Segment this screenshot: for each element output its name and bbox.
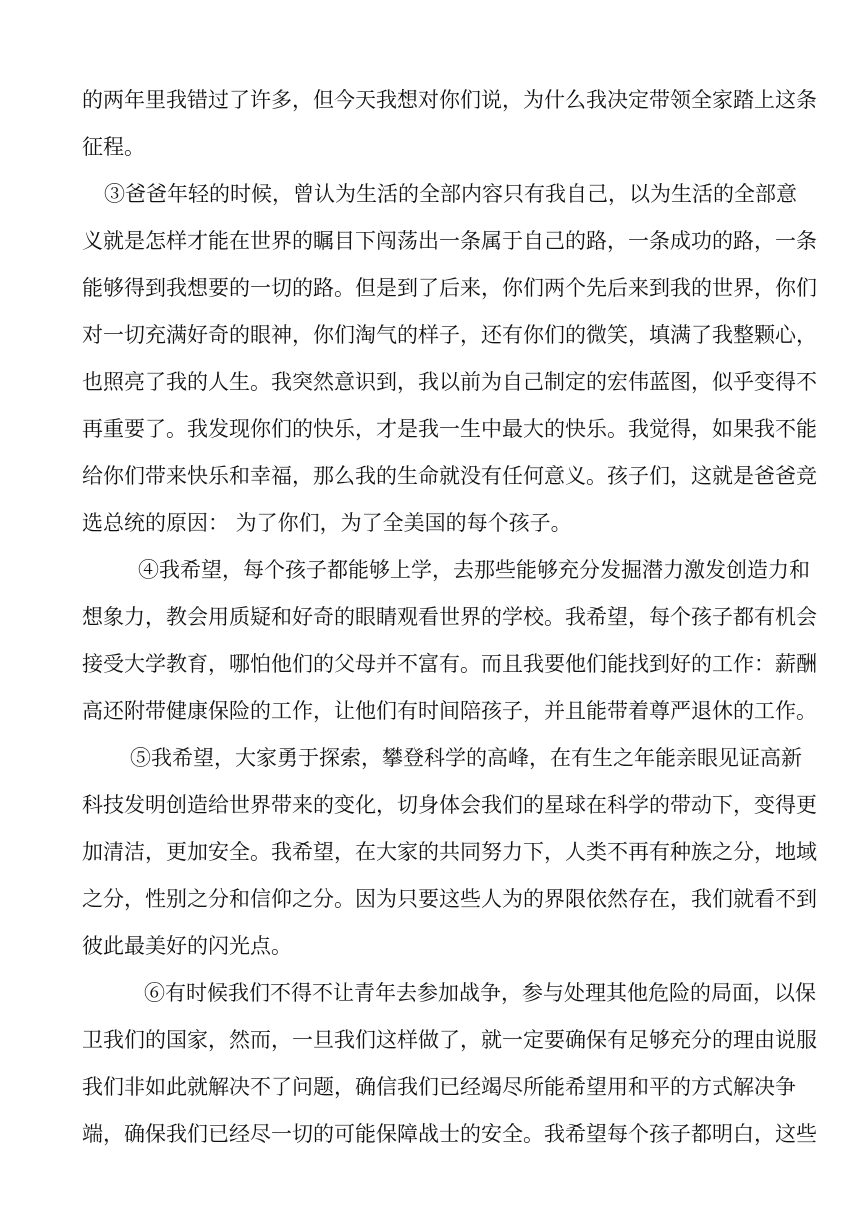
text-line: 征程。 [82,135,145,159]
text-line: 加清洁，更加安全。我希望，在大家的共同努力下，人类不再有种族之分，地域 [82,840,817,864]
text-line: 义就是怎样才能在世界的瞩目下闯荡出一条属于自己的路，一条成功的路，一条 [82,229,817,253]
text-line: 对一切充满好奇的眼神，你们淘气的样子，还有你们的微笑，填满了我整颗心， [82,323,817,347]
text-line: 端，确保我们已经尽一切的可能保障战士的安全。我希望每个孩子都明白，这些 [82,1122,817,1146]
paragraph-4-first-line: ④我希望，每个孩子都能够上学，去那些能够充分发掘潜力激发创造力和 [138,558,810,582]
paragraph-5-first-line: ⑤我希望，大家勇于探索，攀登科学的高峰，在有生之年能亲眼见证高新 [130,746,802,770]
text-line: 我们非如此就解决不了问题，确信我们已经竭尽所能希望用和平的方式解决争 [82,1075,796,1099]
text-line: 也照亮了我的人生。我突然意识到，我以前为自己制定的宏伟蓝图，似乎变得不 [82,370,817,394]
text-line: 之分，性别之分和信仰之分。因为只要这些人为的界限依然存在，我们就看不到 [82,887,817,911]
text-line: 选总统的原因： 为了你们，为了全美国的每个孩子。 [82,511,572,535]
text-line: 彼此最美好的闪光点。 [82,934,292,958]
text-line: 科技发明创造给世界带来的变化，切身体会我们的星球在科学的带动下，变得更 [82,793,817,817]
text-line: 卫我们的国家，然而，一旦我们这样做了，就一定要确保有足够充分的理由说服 [82,1028,817,1052]
text-line: 再重要了。我发现你们的快乐，才是我一生中最大的快乐。我觉得，如果我不能 [82,417,817,441]
text-line: 高还附带健康保险的工作，让他们有时间陪孩子，并且能带着尊严退休的工作。 [82,699,817,723]
paragraph-6-first-line: ⑥有时候我们不得不让青年去参加战争，参与处理其他危险的局面，以保 [144,981,816,1005]
text-line: 能够得到我想要的一切的路。但是到了后来，你们两个先后来到我的世界，你们 [82,276,817,300]
text-line: 的两年里我错过了许多，但今天我想对你们说，为什么我决定带领全家踏上这条 [82,88,817,112]
text-line: 想象力，教会用质疑和好奇的眼睛观看世界的学校。我希望，每个孩子都有机会 [82,605,817,629]
paragraph-3-first-line: ③爸爸年轻的时候，曾认为生活的全部内容只有我自己，以为生活的全部意 [104,182,797,206]
text-line: 接受大学教育，哪怕他们的父母并不富有。而且我要他们能找到好的工作：薪酬 [82,652,817,676]
text-line: 给你们带来快乐和幸福，那么我的生命就没有任何意义。孩子们，这就是爸爸竞 [82,464,817,488]
